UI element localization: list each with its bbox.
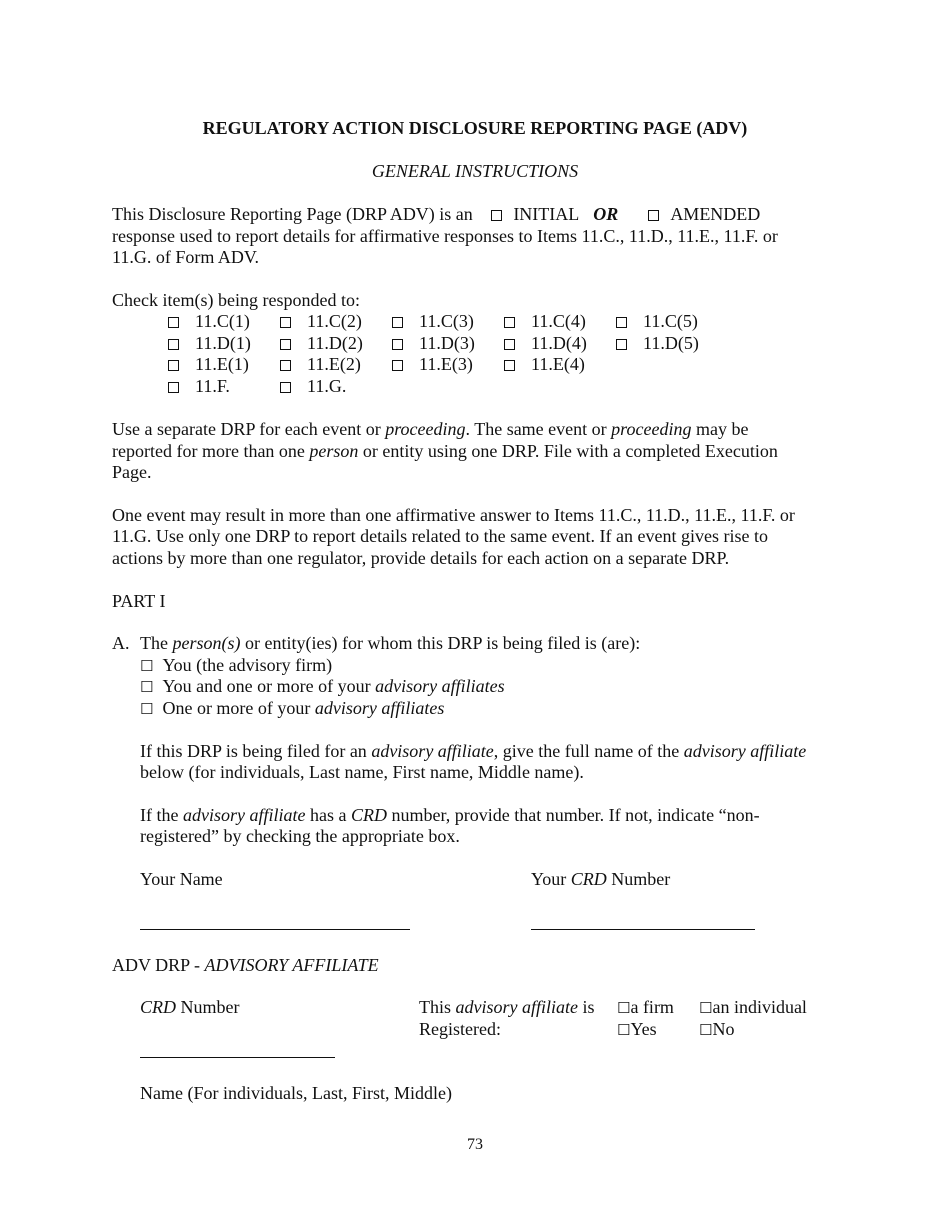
initial-checkbox[interactable] xyxy=(491,210,502,221)
checkbox[interactable] xyxy=(504,317,515,328)
intro-line-2: response used to report details for affirmative responses to Items 11.C., 11.D., 11.E., 11.F. or xyxy=(112,226,778,246)
intro-line-3: 11.G. of Form ADV. xyxy=(112,247,260,267)
option-individual[interactable]: ☐an individual xyxy=(699,997,807,1017)
check-item[interactable]: 11.C(4) xyxy=(504,311,586,333)
check-item[interactable]: 11.D(4) xyxy=(504,333,587,355)
crd-number-label: CRD Number xyxy=(140,997,240,1017)
page-number: 73 xyxy=(467,1136,483,1153)
check-item[interactable]: 11.E(2) xyxy=(280,354,361,376)
check-item[interactable]: 11.E(1) xyxy=(168,354,249,376)
item-a-question: The person(s) or entity(ies) for whom this DRP is being filed is (are): xyxy=(140,633,641,653)
check-item[interactable]: 11.E(4) xyxy=(504,354,585,376)
affiliate-instr-line-2: below (for individuals, Last name, First name, Middle name). xyxy=(140,762,584,782)
checkbox[interactable]: ☐ xyxy=(617,999,631,1017)
crd-number-field[interactable] xyxy=(140,1057,335,1058)
check-item[interactable]: 11.C(5) xyxy=(616,311,698,333)
affiliate-instr-line-1: If this DRP is being filed for an advisory affiliate, give the full name of the advisory affiliate xyxy=(140,741,807,761)
para1-line-1: Use a separate DRP for each event or proceeding. The same event or proceeding may be xyxy=(112,419,749,439)
checkbox[interactable] xyxy=(392,339,403,350)
checkbox[interactable] xyxy=(616,317,627,328)
checkbox[interactable] xyxy=(504,339,515,350)
checkbox[interactable] xyxy=(392,317,403,328)
amended-checkbox[interactable] xyxy=(648,210,659,221)
check-item[interactable]: 11.F. xyxy=(168,376,230,398)
registered-label: Registered: xyxy=(419,1019,501,1039)
para2-line-3: actions by more than one regulator, provide details for each action on a separate DRP. xyxy=(112,548,730,568)
check-item[interactable]: 11.D(5) xyxy=(616,333,699,355)
checkbox[interactable]: ☐ xyxy=(617,1021,631,1039)
checkbox[interactable]: ☐ xyxy=(140,700,154,718)
checkbox[interactable]: ☐ xyxy=(699,999,713,1017)
para1-line-2: reported for more than one person or entity using one DRP. File with a completed Execution xyxy=(112,441,778,461)
checkbox[interactable] xyxy=(168,317,179,328)
check-item[interactable]: 11.C(1) xyxy=(168,311,250,333)
intro-line-1 xyxy=(112,204,837,226)
checkbox[interactable] xyxy=(504,360,515,371)
checkbox[interactable] xyxy=(168,382,179,393)
part-label: PART I xyxy=(112,591,166,611)
option-affiliates[interactable]: ☐ One or more of your advisory affiliates xyxy=(140,698,445,718)
option-you[interactable]: ☐ You (the advisory firm) xyxy=(140,655,333,675)
checkbox[interactable] xyxy=(168,339,179,350)
your-name-field[interactable] xyxy=(140,929,410,930)
checkbox[interactable] xyxy=(392,360,403,371)
checkbox[interactable] xyxy=(280,360,291,371)
amended-label: AMENDED xyxy=(670,204,761,224)
para2-line-1: One event may result in more than one affirmative answer to Items 11.C., 11.D., 11.E., 11.F. or xyxy=(112,505,795,525)
or-label: OR xyxy=(593,204,619,224)
checkbox[interactable] xyxy=(616,339,627,350)
your-crd-label: Your CRD Number xyxy=(531,869,671,889)
crd-instr-line-1: If the advisory affiliate has a CRD number, provide that number. If not, indicate “non- xyxy=(140,805,760,825)
option-you-and-affiliates[interactable]: ☐ You and one or more of your advisory affiliates xyxy=(140,676,505,696)
para1-line-3: Page. xyxy=(112,462,152,482)
your-name-label: Your Name xyxy=(140,869,223,889)
option-firm[interactable]: ☐a firm xyxy=(617,997,674,1017)
check-item[interactable]: 11.E(3) xyxy=(392,354,473,376)
checkbox[interactable] xyxy=(280,317,291,328)
check-item[interactable]: 11.D(1) xyxy=(168,333,251,355)
checkbox[interactable]: ☐ xyxy=(140,657,154,675)
check-item[interactable]: 11.C(2) xyxy=(280,311,362,333)
check-heading: Check item(s) being responded to: xyxy=(112,290,360,310)
your-crd-field[interactable] xyxy=(531,929,755,930)
page-title: REGULATORY ACTION DISCLOSURE REPORTING PAGE (ADV) xyxy=(202,118,748,138)
check-item[interactable]: 11.D(3) xyxy=(392,333,475,355)
checkbox[interactable] xyxy=(280,382,291,393)
item-a-marker: A. xyxy=(112,633,130,653)
intro-lead: This Disclosure Reporting Page (DRP ADV) is an xyxy=(112,204,473,224)
check-item[interactable]: 11.D(2) xyxy=(280,333,363,355)
para2-line-2: 11.G. Use only one DRP to report details related to the same event. If an event gives rise to xyxy=(112,526,768,546)
check-item[interactable]: 11.G. xyxy=(280,376,346,398)
checkbox[interactable] xyxy=(280,339,291,350)
checkbox[interactable]: ☐ xyxy=(699,1021,713,1039)
initial-label: INITIAL xyxy=(513,204,580,224)
checkbox[interactable]: ☐ xyxy=(140,678,154,696)
check-item[interactable]: 11.C(3) xyxy=(392,311,474,333)
affiliate-type-label: This advisory affiliate is xyxy=(419,997,595,1017)
option-yes[interactable]: ☐Yes xyxy=(617,1019,657,1039)
name-label: Name (For individuals, Last, First, Middle) xyxy=(140,1083,452,1103)
affiliate-section-heading: ADV DRP - ADVISORY AFFILIATE xyxy=(112,955,379,975)
checkbox[interactable] xyxy=(168,360,179,371)
crd-instr-line-2: registered” by checking the appropriate box. xyxy=(140,826,460,846)
option-no[interactable]: ☐No xyxy=(699,1019,735,1039)
general-instructions-heading: GENERAL INSTRUCTIONS xyxy=(371,161,579,181)
